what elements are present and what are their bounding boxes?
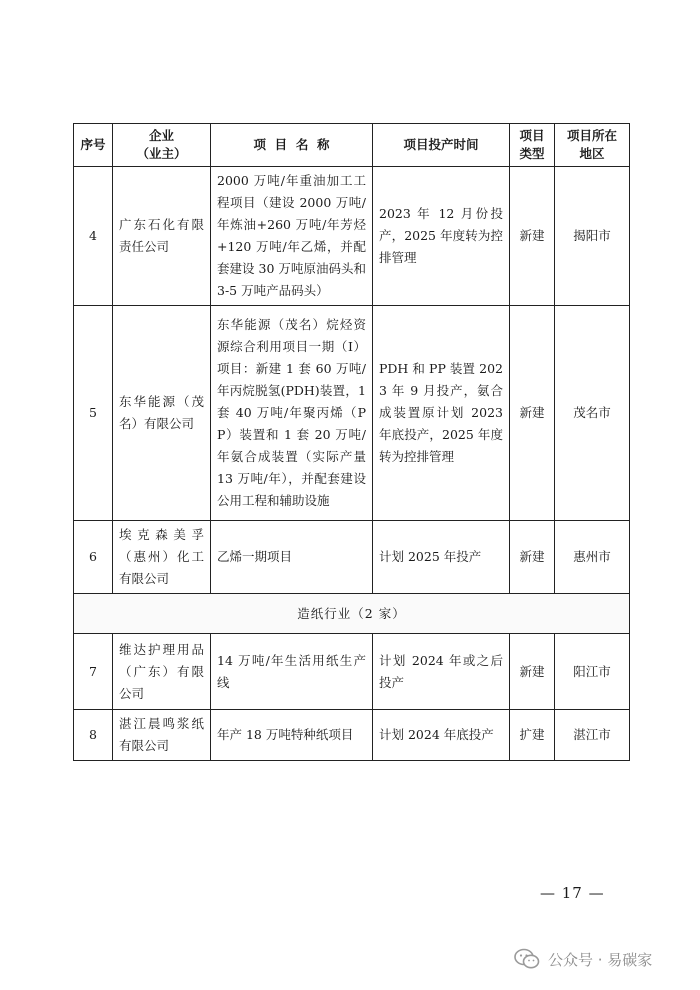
cell-time: PDH 和 PP 装置 2023 年 9 月投产，氨合成装置原计划 2023 年底投产，2025 年度转为控排管理: [373, 306, 510, 521]
header-no: 序号: [74, 124, 113, 167]
cell-type: 新建: [510, 167, 555, 306]
table-header-row: [74, 124, 630, 167]
cell-project: 东华能源（茂名）烷烃资源综合利用项目一期（Ⅰ）项目：新建 1 套 60 万吨/年丙烷脱氢(PDH)装置，1 套 40 万吨/年聚丙烯（PP）装置和 1 套 20 万吨/年氨合成装置（实际产量 13 万吨/年），并配套建设公用工程和辅助设施: [211, 306, 373, 521]
table-row: [74, 167, 630, 306]
cell-time: 2023 年 12 月份投产，2025 年度转为控排管理: [373, 167, 510, 306]
cell-project: 2000 万吨/年重油加工工程项目（建设 2000 万吨/年炼油+260 万吨/年芳烃+120 万吨/年乙烯，并配套建设 30 万吨原油码头和 3-5 万吨产品码头）: [211, 167, 373, 306]
cell-enterprise: 湛江晨鸣浆纸有限公司: [113, 710, 211, 761]
cell-region: 惠州市: [555, 521, 630, 594]
cell-time: 计划 2024 年或之后投产: [373, 634, 510, 710]
table-row: [74, 634, 630, 710]
cell-time: 计划 2024 年底投产: [373, 710, 510, 761]
cell-type: 新建: [510, 306, 555, 521]
cell-type: 扩建: [510, 710, 555, 761]
cell-enterprise: 埃克森美孚（惠州）化工有限公司: [113, 521, 211, 594]
table-row: [74, 521, 630, 594]
cell-no: 4: [74, 167, 113, 306]
wechat-icon: [514, 948, 540, 970]
section-row: [74, 594, 630, 634]
table-row: [74, 710, 630, 761]
cell-no: 5: [74, 306, 113, 521]
cell-region: 阳江市: [555, 634, 630, 710]
cell-region: 揭阳市: [555, 167, 630, 306]
cell-no: 6: [74, 521, 113, 594]
watermark: [514, 948, 652, 970]
header-region: 项目所在 地区: [555, 124, 630, 167]
cell-project: 年产 18 万吨特种纸项目: [211, 710, 373, 761]
cell-no: 8: [74, 710, 113, 761]
header-time: 项目投产时间: [373, 124, 510, 167]
cell-no: 7: [74, 634, 113, 710]
watermark-text: 公众号 · 易碳家: [548, 950, 653, 969]
header-project: 项 目 名 称: [211, 124, 373, 167]
cell-enterprise: 维达护理用品（广东）有限公司: [113, 634, 211, 710]
header-type: 项目 类型: [510, 124, 555, 167]
cell-type: 新建: [510, 521, 555, 594]
cell-enterprise: 广东石化有限责任公司: [113, 167, 211, 306]
cell-enterprise: 东华能源（茂名）有限公司: [113, 306, 211, 521]
section-title: 造纸行业（2 家）: [74, 594, 630, 634]
cell-time: 计划 2025 年投产: [373, 521, 510, 594]
table-row: [74, 306, 630, 521]
projects-table: [73, 123, 630, 761]
cell-region: 茂名市: [555, 306, 630, 521]
cell-project: 14 万吨/年生活用纸生产线: [211, 634, 373, 710]
cell-type: 新建: [510, 634, 555, 710]
header-enterprise: 企业 （业主）: [113, 124, 211, 167]
cell-region: 湛江市: [555, 710, 630, 761]
page-number: — 17 —: [540, 884, 605, 902]
cell-project: 乙烯一期项目: [211, 521, 373, 594]
